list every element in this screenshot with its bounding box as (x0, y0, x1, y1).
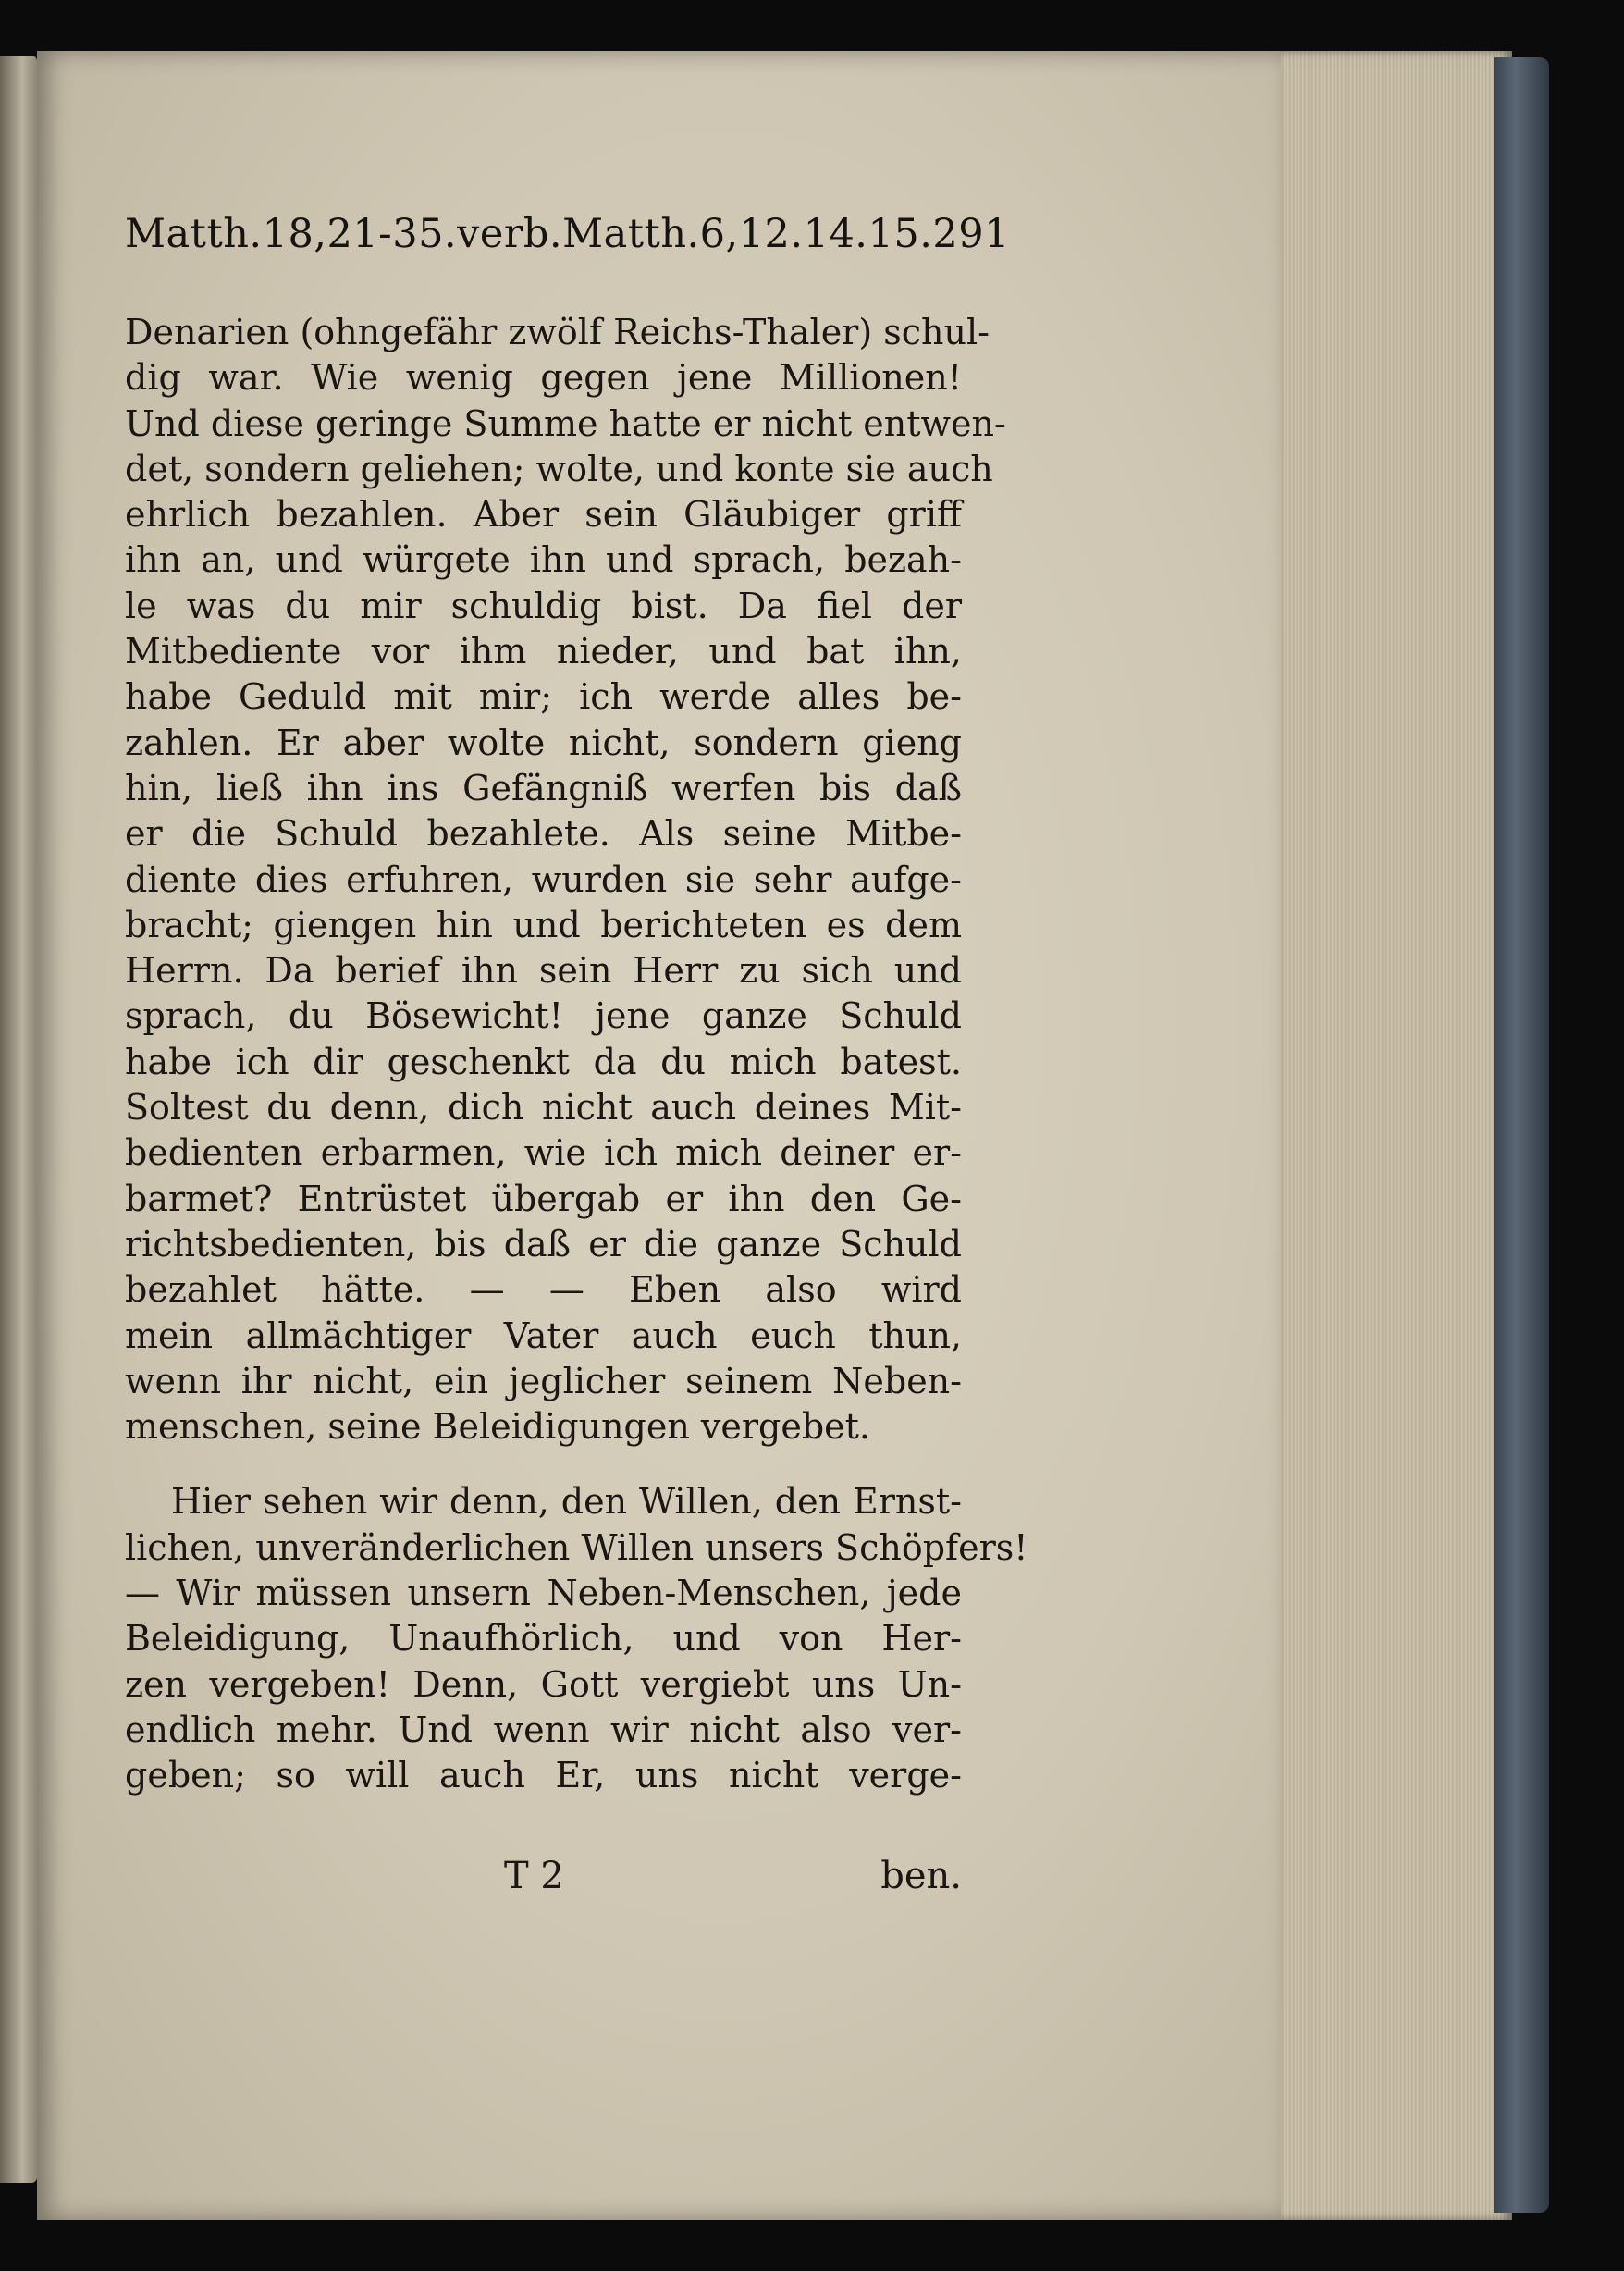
signature-mark: T 2 (504, 1855, 564, 1897)
facing-page-edge (0, 56, 37, 2183)
running-head: Matth.18,21-35.verb.Matth.6,12.14.15.291 (125, 211, 1010, 257)
text-line: diente dies erfuhren, wurden sie sehr aufge- (125, 858, 962, 900)
text-line: ehrlich bezahlen. Aber sein Gläubiger griff (125, 494, 962, 536)
book-cover (1494, 57, 1549, 2213)
text-line: zahlen. Er aber wolte nicht, sondern gieng (125, 722, 962, 763)
page-block-edges (1281, 51, 1512, 2220)
text-line: Hier sehen wir denn, den Willen, den Ernst- (171, 1481, 962, 1523)
text-line: zen vergeben! Denn, Gott vergiebt uns Un- (125, 1663, 962, 1705)
text-line: Mitbediente vor ihm nieder, und bat ihn, (125, 631, 962, 673)
page-footer (125, 1855, 962, 1901)
text-line: wenn ihr nicht, ein jeglicher seinem Neben- (125, 1360, 962, 1401)
text-line: bedienten erbarmen, wie ich mich deiner er- (125, 1132, 962, 1174)
text-line: habe ich dir geschenkt da du mich batest. (125, 1041, 962, 1082)
text-line: le was du mir schuldig bist. Da fiel der (125, 585, 962, 626)
text-line: habe Geduld mit mir; ich werde alles be- (125, 676, 962, 718)
text-line: Denarien (ohngefähr zwölf Reichs-Thaler) schul- (125, 312, 990, 352)
text-line: det, sondern geliehen; wolte, und konte sie auch (125, 448, 993, 489)
text-line: Und diese geringe Summe hatte er nicht entwen- (125, 402, 1006, 444)
text-line: sprach, du Bösewicht! jene ganze Schuld (125, 995, 962, 1037)
text-line: bezahlet hätte. — — Eben also wird (125, 1269, 962, 1311)
text-line: endlich mehr. Und wenn wir nicht also ver- (125, 1709, 962, 1750)
text-line: menschen, seine Beleidigungen vergebet. (125, 1406, 870, 1448)
text-line: dig war. Wie wenig gegen jene Millionen! (125, 357, 962, 399)
text-line: er die Schuld bezahlete. Als seine Mitbe- (125, 813, 962, 855)
text-line: mein allmächtiger Vater auch euch thun, (125, 1314, 962, 1356)
text-line: geben; so will auch Er, uns nicht verge- (125, 1755, 962, 1796)
text-line: — Wir müssen unsern Neben-Menschen, jede (125, 1573, 962, 1614)
paragraph-gap (125, 1450, 962, 1479)
text-line: ihn an, und würgete ihn und sprach, bezah- (125, 539, 962, 581)
text-line: lichen, unveränderlichen Willen unsers Schöpfers! (125, 1526, 1028, 1568)
text-line: Beleidigung, Unaufhörlich, und von Her- (125, 1618, 962, 1660)
text-line: bracht; giengen hin und berichteten es dem (125, 904, 962, 945)
text-line: Herrn. Da berief ihn sein Herr zu sich und (125, 950, 962, 992)
text-line: richtsbedienten, bis daß er die ganze Schuld (125, 1223, 962, 1265)
body-text (125, 310, 1028, 1799)
text-line: Soltest du denn, dich nicht auch deines Mit- (125, 1087, 962, 1129)
catchword: ben. (880, 1855, 962, 1897)
text-line: barmet? Entrüstet übergab er ihn den Ge- (125, 1178, 962, 1219)
text-line: hin, ließ ihn ins Gefängniß werfen bis daß (125, 767, 962, 808)
